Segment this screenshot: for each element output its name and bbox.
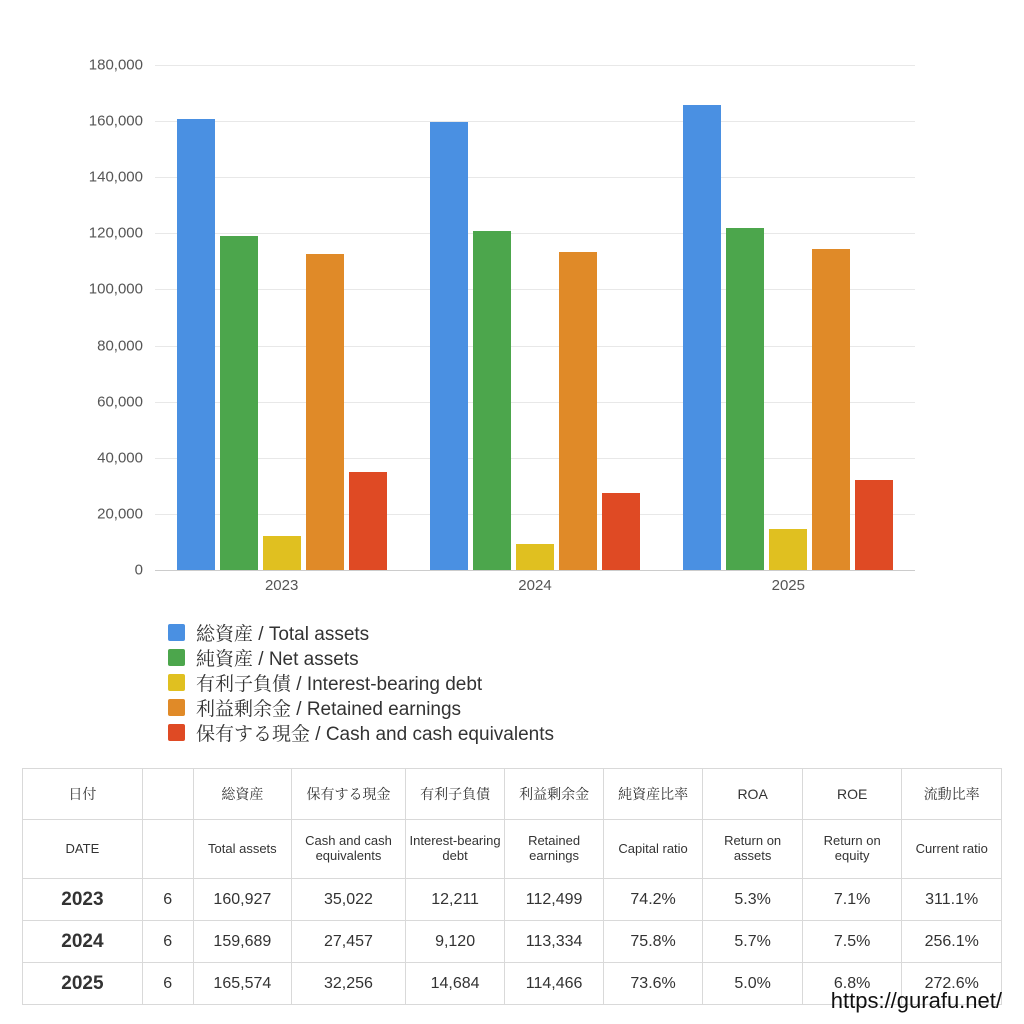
y-axis-tick-label: 40,000 [97, 449, 143, 467]
financial-table [22, 768, 1002, 1005]
table-header-cell: 純資産比率 [603, 769, 703, 820]
legend-item-label: 有利子負債 / Interest-bearing debt [196, 673, 483, 695]
legend-item[interactable] [168, 720, 868, 744]
chart-bar [602, 493, 640, 570]
chart-bar [349, 472, 387, 570]
table-cell-debt: 12,211 [405, 879, 505, 921]
legend-item[interactable] [168, 695, 868, 719]
table-cell-cash: 32,256 [292, 963, 406, 1005]
legend-color-swatch [168, 674, 185, 691]
chart-bar [220, 236, 258, 570]
y-axis-tick-label: 160,000 [88, 112, 143, 130]
legend-color-swatch [168, 724, 185, 741]
legend-item-label: 保有する現金 / Cash and cash equivalents [196, 723, 554, 745]
table-cell-total-assets: 160,927 [193, 879, 292, 921]
y-axis-tick-label: 100,000 [88, 280, 143, 298]
site-url: https://gurafu.net/ [830, 988, 1002, 1013]
chart-legend [168, 620, 868, 745]
table-header-cell [142, 769, 193, 820]
table-header-row-jp [23, 769, 1002, 820]
table-header-cell: 総資産 [193, 769, 292, 820]
table-header-row-en [23, 820, 1002, 879]
table-row [23, 921, 1002, 963]
table-cell-roa: 5.0% [703, 963, 803, 1005]
table-cell-roa: 5.7% [703, 921, 803, 963]
table-header-cell: 利益剰余金 [505, 769, 604, 820]
table-cell-roe: 7.1% [802, 879, 902, 921]
legend-color-swatch [168, 624, 185, 641]
chart-bar [855, 480, 893, 570]
x-axis-tick-label: 2025 [771, 577, 805, 594]
table-cell-cash: 35,022 [292, 879, 406, 921]
table-cell-current-ratio: 311.1% [902, 879, 1002, 921]
table-cell-month: 6 [142, 921, 193, 963]
table-cell-capital-ratio: 73.6% [603, 963, 703, 1005]
x-axis-tick-label: 2023 [264, 577, 299, 594]
table-cell-current-ratio: 256.1% [902, 921, 1002, 963]
table-cell-roa: 5.3% [703, 879, 803, 921]
y-axis-tick-label: 0 [134, 561, 143, 579]
table-cell-total-assets: 159,689 [193, 921, 292, 963]
chart-bar [263, 536, 301, 570]
chart-bar [306, 254, 344, 570]
table-cell-total-assets: 165,574 [193, 963, 292, 1005]
chart-bar-group [155, 65, 408, 594]
legend-color-swatch [168, 699, 185, 716]
legend-item[interactable] [168, 620, 868, 644]
table-header-cell [142, 820, 193, 879]
y-axis-tick-label: 80,000 [97, 337, 143, 355]
table-cell-month: 6 [142, 963, 193, 1005]
chart-bar [726, 228, 764, 570]
table-header-cell: Capital ratio [603, 820, 703, 879]
chart-bar [516, 544, 554, 570]
table-header-cell: Interest-bearing debt [405, 820, 505, 879]
legend-item[interactable] [168, 645, 868, 669]
table-cell-retained: 113,334 [505, 921, 604, 963]
table-cell-capital-ratio: 74.2% [603, 879, 703, 921]
table-cell-debt: 14,684 [405, 963, 505, 1005]
table-cell-cash: 27,457 [292, 921, 406, 963]
table-header-cell: 保有する現金 [292, 769, 406, 820]
chart-bar [177, 119, 215, 570]
legend-item-label: 利益剰余金 / Retained earnings [196, 698, 462, 720]
y-axis-tick-label: 180,000 [88, 56, 143, 74]
table-cell-year: 2023 [23, 879, 143, 921]
table-header-cell: 有利子負債 [405, 769, 505, 820]
y-axis-tick-label: 140,000 [88, 168, 143, 186]
chart-plot-area [88, 56, 915, 594]
table-row [23, 879, 1002, 921]
table-cell-current-ratio: 272.6% [902, 963, 1002, 1005]
table-cell-year: 2025 [23, 963, 143, 1005]
table-header-cell: Retained earnings [505, 820, 604, 879]
y-axis-tick-label: 120,000 [88, 224, 143, 242]
legend-color-swatch [168, 649, 185, 666]
table-header-cell: ROA [703, 769, 803, 820]
x-axis-tick-label: 2024 [518, 577, 552, 594]
table-header-cell: Return on equity [802, 820, 902, 879]
table-cell-roe: 7.5% [802, 921, 902, 963]
table-cell-year: 2024 [23, 921, 143, 963]
chart-bar [683, 105, 721, 570]
chart-bar-group [408, 65, 661, 594]
table-header-cell: Total assets [193, 820, 292, 879]
table-cell-month: 6 [142, 879, 193, 921]
chart-bar [430, 122, 468, 570]
chart-bar [473, 231, 511, 570]
table-header-cell: Current ratio [902, 820, 1002, 879]
chart-bar [812, 249, 850, 570]
chart-bar [559, 252, 597, 570]
table-cell-capital-ratio: 75.8% [603, 921, 703, 963]
y-axis-tick-label: 20,000 [97, 505, 143, 523]
table-cell-debt: 9,120 [405, 921, 505, 963]
legend-item[interactable] [168, 670, 868, 694]
table-cell-retained: 114,466 [505, 963, 604, 1005]
table-cell-roe: 6.8% [802, 963, 902, 1005]
chart-bar [769, 529, 807, 570]
financial-table-wrapper [22, 768, 1002, 1005]
table-header-cell: 流動比率 [902, 769, 1002, 820]
legend-item-label: 純資産 / Net assets [196, 648, 359, 670]
table-header-cell: Return on assets [703, 820, 803, 879]
legend-item-label: 総資産 / Total assets [196, 623, 370, 645]
chart-gridline [155, 570, 915, 571]
chart-bar-group [662, 65, 915, 594]
y-axis-tick-label: 60,000 [97, 393, 143, 411]
table-header-cell: Cash and cash equivalents [292, 820, 406, 879]
table-header-cell: 日付 [23, 769, 143, 820]
table-header-cell: DATE [23, 820, 143, 879]
table-cell-retained: 112,499 [505, 879, 604, 921]
table-header-cell: ROE [802, 769, 902, 820]
